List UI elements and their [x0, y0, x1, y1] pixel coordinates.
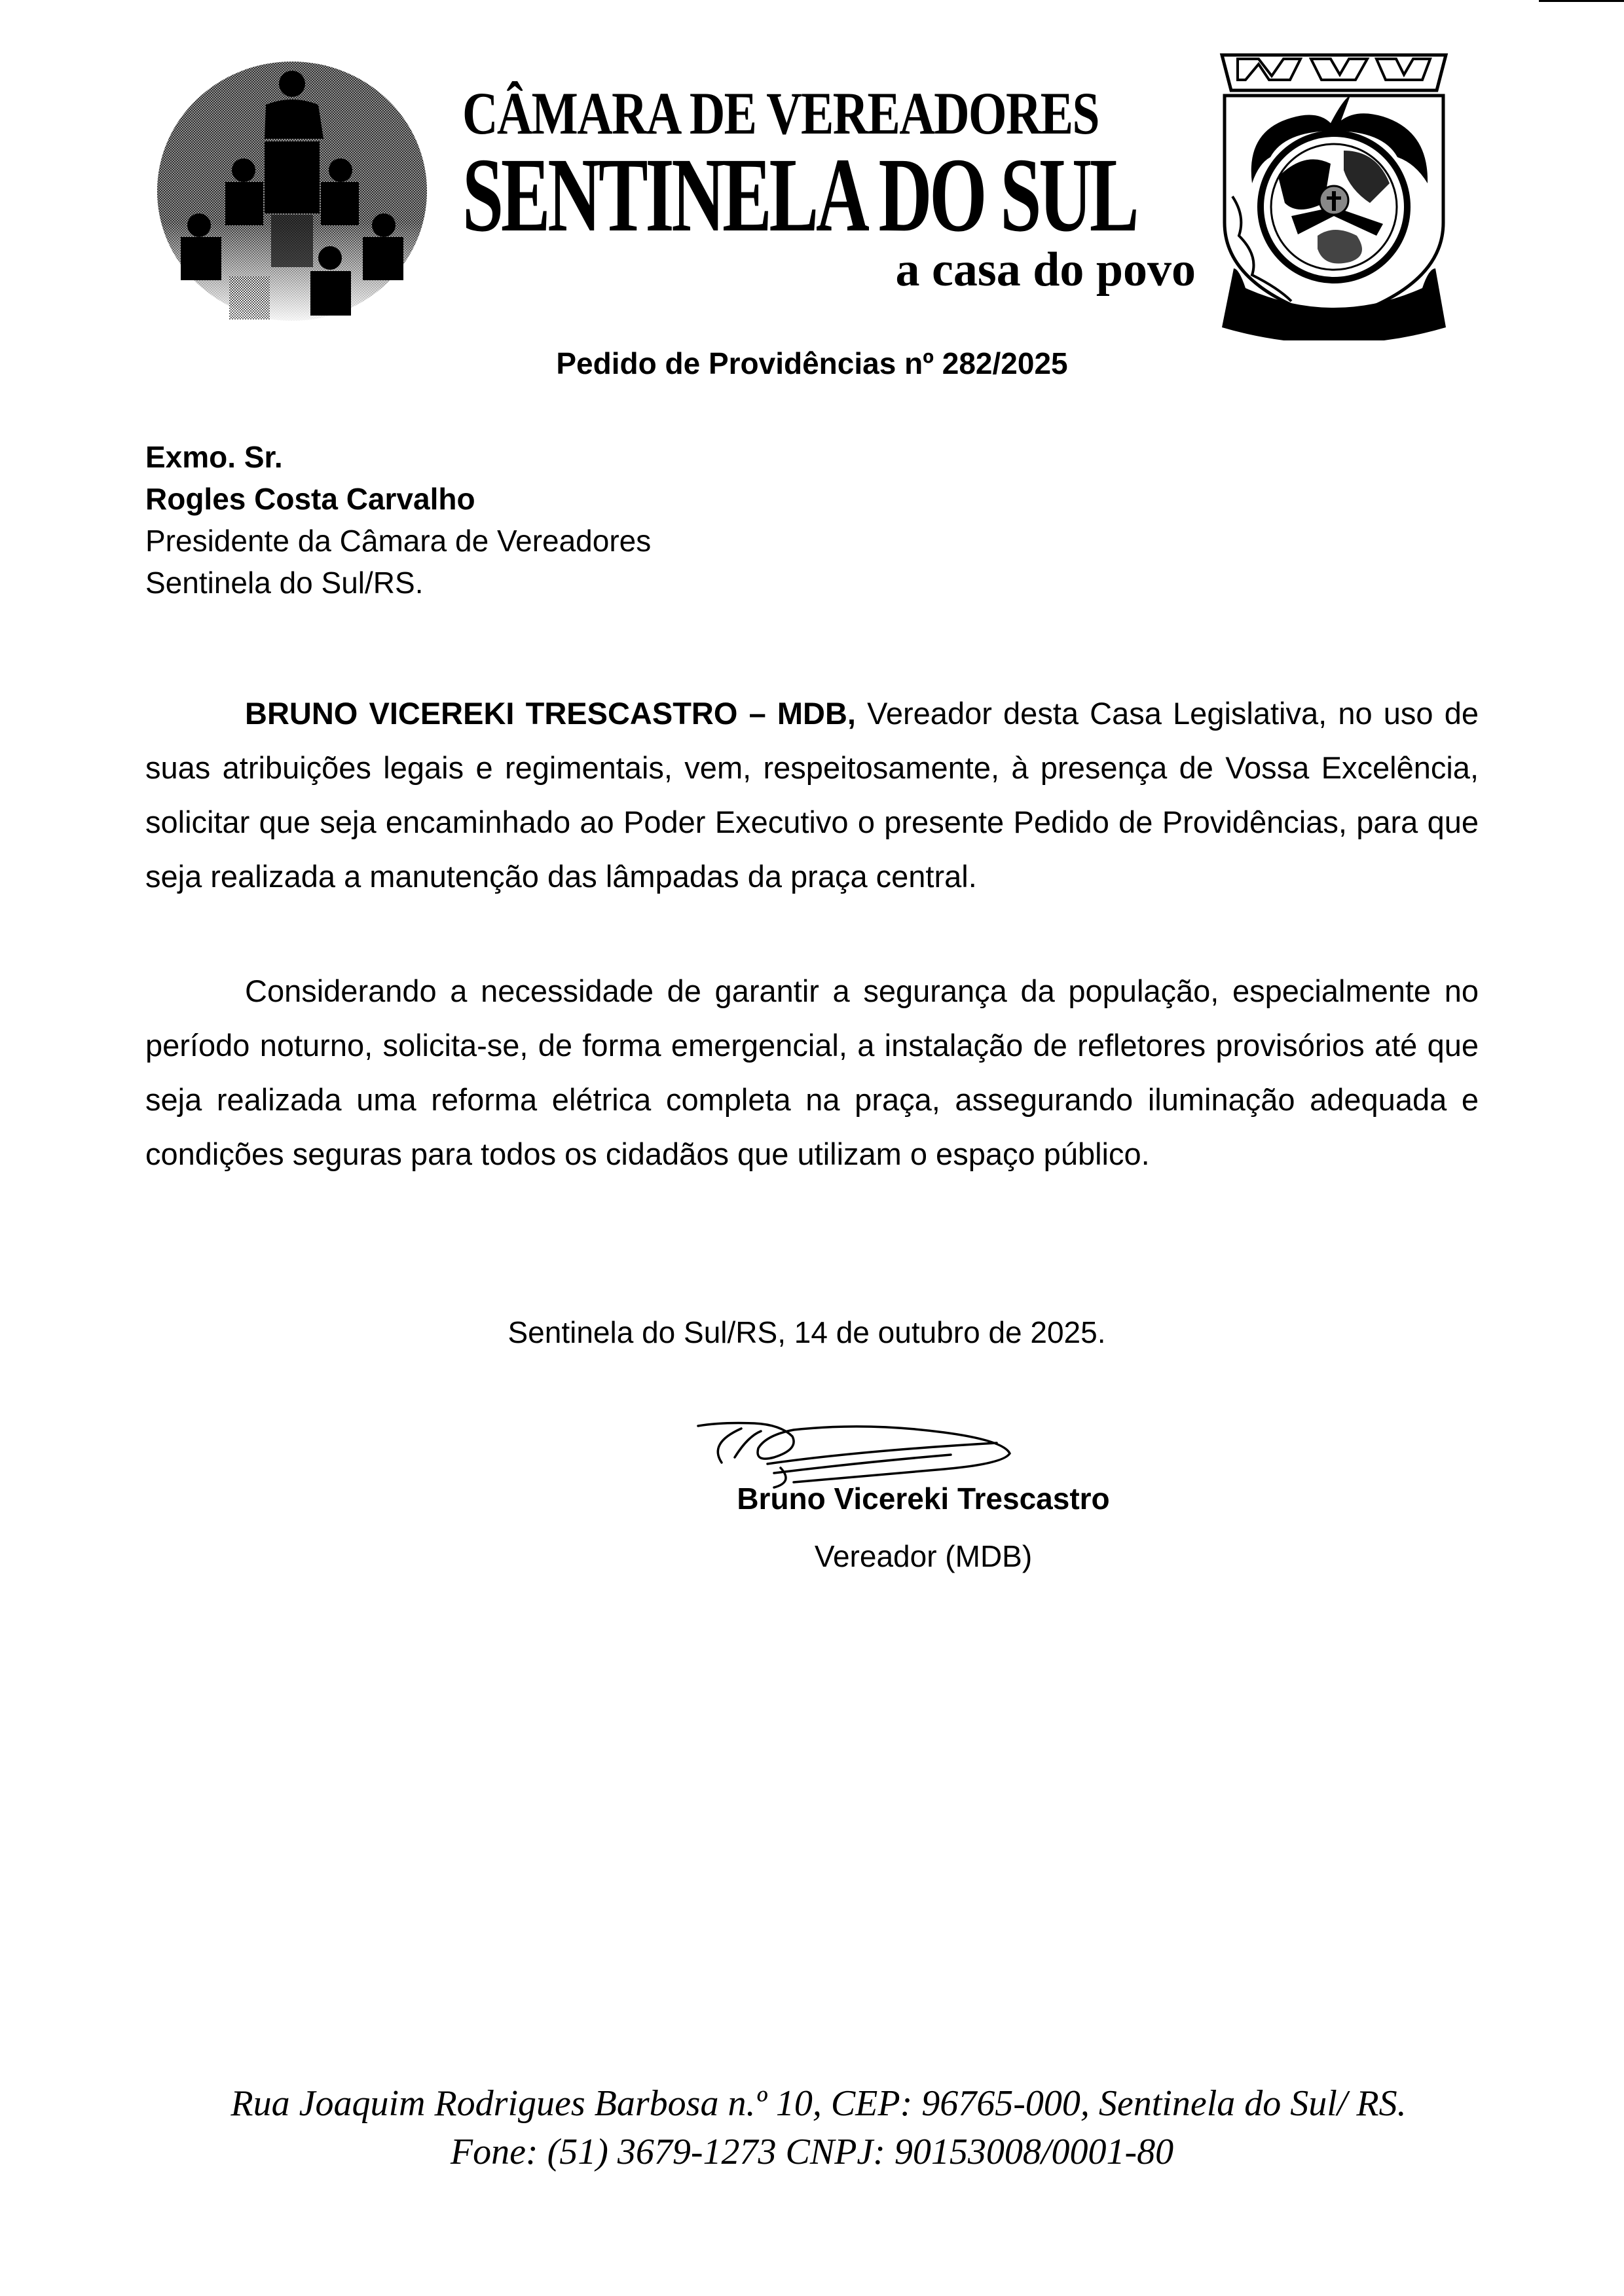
paragraph-1-text: Vereador desta Casa Legislativa, no uso de suas atribuições legais e regimentais, vem, respeitosamente, à presença de Vossa Excelência, solicitar que seja encaminhado ao Poder Executivo o presente Pedido de Providências, para que seja realizada a manutenção das lâmpadas da praça central.: [145, 696, 1479, 894]
addressee-salutation: Exmo. Sr.: [145, 440, 283, 474]
scan-edge-mark: [1539, 0, 1624, 2]
date-text: Sentinela do Sul/RS, 14 de outubro de 2025.: [507, 1315, 1106, 1349]
addressee-name: Rogles Costa Carvalho: [145, 482, 475, 516]
municipality-name: SENTINELA DO SUL: [462, 137, 1137, 254]
footer-contact: Fone: (51) 3679-1273 CNPJ: 90153008/0001-80: [450, 2132, 1174, 2172]
addressee-block: [145, 436, 651, 604]
addressee-location: Sentinela do Sul/RS.: [145, 566, 424, 600]
body-paragraph-1: [145, 686, 1479, 903]
municipal-coat-of-arms-icon: [1219, 52, 1449, 340]
chamber-name: CÂMARA DE VEREADORES: [462, 80, 1099, 147]
signer-name-text: Bruno Vicereki Trescastro: [737, 1482, 1110, 1516]
author-lead: BRUNO VICEREKI TRESCASTRO – MDB,: [245, 696, 856, 731]
signer-role-text: Vereador (MDB): [814, 1539, 1033, 1573]
signer-role: [0, 1539, 1624, 1574]
addressee-position: Presidente da Câmara de Vereadores: [145, 524, 652, 558]
signer-name: [0, 1481, 1624, 1516]
letterhead-footer: [0, 2079, 1624, 2176]
tagline: a casa do povo: [895, 243, 1196, 297]
handwritten-signature-icon: [695, 1417, 1023, 1489]
date-line: [0, 1315, 1624, 1350]
document-title: Pedido de Providências nº 282/2025: [556, 346, 1068, 380]
letterhead-title: [462, 77, 1209, 296]
body-paragraph-2: Considerando a necessidade de garantir a segurança da população, especialmente no período noturno, solicita-se, de forma emergencial, a instalação de refletores provisórios até que seja realizada uma reforma elétrica completa na praça, assegurando iluminação adequada e condições seguras para todos os cidadãos que utilizam o espaço público.: [145, 974, 1479, 1171]
people-assembly-icon: [149, 60, 435, 322]
footer-address: Rua Joaquim Rodrigues Barbosa n.º 10, CEP: 96765-000, Sentinela do Sul/ RS.: [231, 2083, 1407, 2124]
